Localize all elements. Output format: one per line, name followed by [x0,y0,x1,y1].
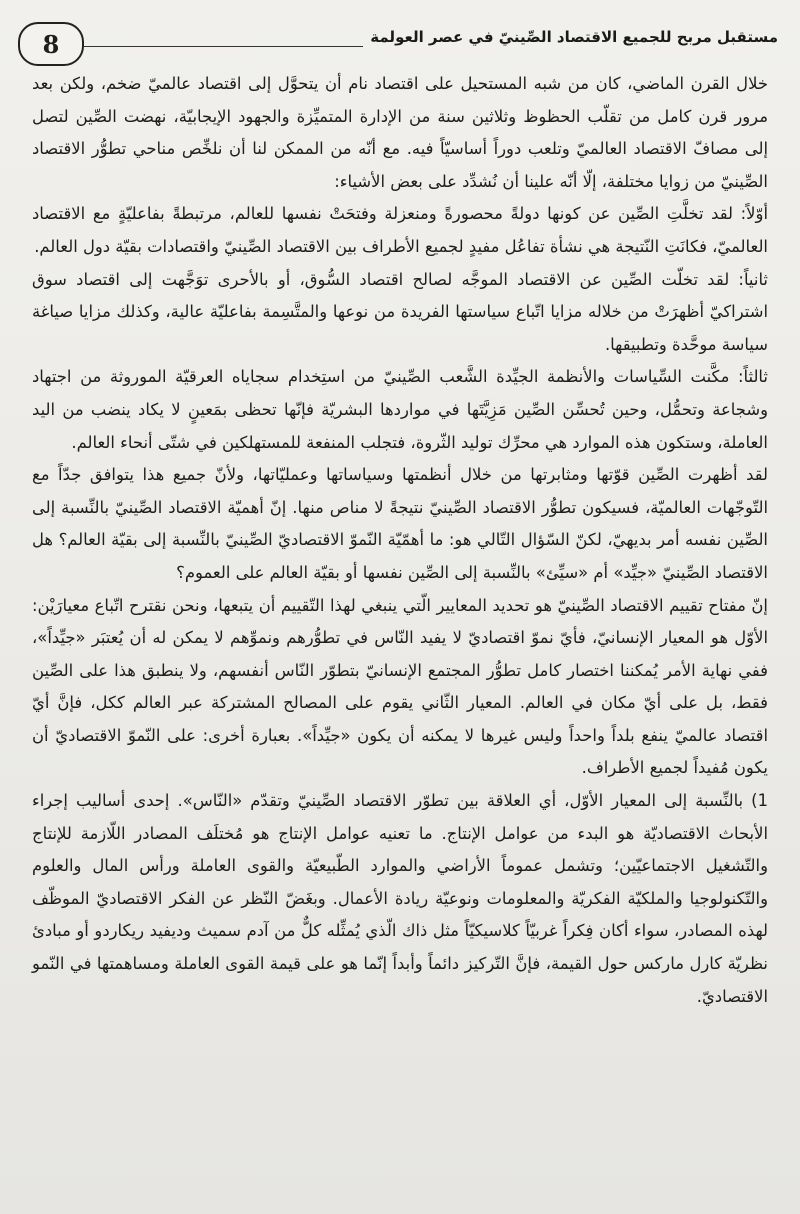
paragraph-second-point: ثانياً: لقد تخلّت الصِّين عن الاقتصاد الموجَّه لصالح اقتصاد السُّوق، أو بالأحرى توَجَّهت إلى اقتصاد سوق اشتراكيّ أظهرَتْ من خلاله مزايا اتّباع سياستها الفريدة من نوعها والمتَّسِمة بفاعليّة عالية، وكذلك مزايا صياغة سياسة موحَّدة وتطبيقها. [32,269,768,354]
page-header [18,22,778,68]
paragraph-first-point: أوّلاً: لقد تخلَّتِ الصِّين عن كونها دولةً محصورةً ومنعزلة وفتحَتْ نفسها للعالم، مرتبطةً بفاعليّةٍ مع الاقتصاد العالميّ، فكانَتِ النّتيجة هي نشأة تفاعُل مفيدٍ لجميع الأطراف بين الاقتصاد الصِّينيّ واقتصادات بقيّة دول العالم. [32,204,768,256]
paragraph-first-criterion: 1) بالنِّسبة إلى المعيار الأوّل، أي العلاقة بين تطوّر الاقتصاد الصِّينيّ وتقدّم «النّاس». إحدى أساليب إجراء الأبحاث الاقتصاديّة هو البدء من عوامل الإنتاج. ما تعنيه عوامل الإنتاج هو مُختلَف المصادر اللّازمة للإنتاج والتّشغيل الاجتماعيّين؛ وتشمل عموماً الأراضي والموارد الطّبيعيّة والقوى العاملة ورأس المال والعلوم والتّكنولوجيا والملكيّة الفكريّة والمعلومات ونوعيّة ريادة الأعمال. وبغَضّ النّظر عن الفكر الاقتصاديّ الموظّف لهذه المصادر، سواء أكان فِكراً غربيّاً كلاسيكيّاً مثل ذاك الّذي يُمثِّله كلٌّ من آدم سميث وديفيد ريكاردو أو مبادئ نظريّة كارل ماركس حول القيمة، فإنَّ التّركيز دائماً وأبداً إنّما هو على قيمة القوى العاملة ومساهمتها في النّمو الاقتصاديّ. [32,791,768,1006]
header-rule [84,46,363,47]
body-text [32,68,768,1013]
paragraph-question: لقد أظهرت الصِّين قوّتها ومثابرتها من خلال أنظمتها وسياساتها وعمليّاتها، ولأنّ جميع هذا يتوافق جدّاً مع التّوجّهات العالميّة، فسيكون تطوُّر الاقتصاد الصِّينيّ نتيجةً لا مناص منها. إنّ أهميّة الاقتصاد الصِّينيّ بالنِّسبة إلى الصِّين نفسه أمر بديهيّ، لكنّ السّؤال التّالي هو: ما أهمّيّة النّموّ الاقتصاديّ الصِّينيّ بالنِّسبة إلى بقيّة العالم؟ هل الاقتصاد الصِّينيّ «جيِّد» أم «سيِّئ» بالنِّسبة إلى الصِّين نفسها أو بقيّة العالم على العموم؟ [32,465,768,582]
paragraph-intro: خلال القرن الماضي، كان من شبه المستحيل على اقتصاد نام أن يتحوَّل إلى اقتصاد عالميّ ضخم، ولكن بعد مرور قرن كامل من تقلّب الحظوظ وثلاثين سنة من الإدارة المتميِّزة والجهود الإيجابيّة، نهضت الصِّين لتصل إلى مصافّ الاقتصاد العالميّ وتلعب دوراً أساسيّاً فيه. مع أنّه من الممكن لنا أن نلخِّص مناحي تطوُّر الاقتصاد الصِّينيّ من زوايا مختلفة، إلّا أنّه علينا أن نُشدِّد على بعض الأشياء: [32,74,768,191]
paragraph-criteria: إنّ مفتاح تقييم الاقتصاد الصِّينيّ هو تحديد المعايير الّتي ينبغي لهذا التّقييم أن يتبعها، ونحن نقترح اتّباع معيارَيْن: الأوّل هو المعيار الإنسانيّ، فأيّ نموّ اقتصاديّ لا يفيد النّاس في تطوُّرهم ونموِّهم لا يمكن له أن يُعتبَر «جيِّداً»، ففي نهاية الأمر يُمكننا اختصار كامل تطوُّر المجتمع الإنسانيّ بتطوّر النّاس أنفسهم، ولا ينطبق هذا على الصِّين فقط، بل على أيّ مكان في العالم. المعيار الثّاني يقوم على المصالح المشتركة عبر العالم ككل، فإنَّ أيّ اقتصاد عالميّ ينفع بلداً واحداً وليس غيرها لا يمكنه أن يكون «جيِّداً». بعبارة أخرى: على النّموّ الاقتصاديّ أن يكون مُفيداً لجميع الأطراف. [32,595,768,778]
running-title: مستقبل مربح للجميع الاقتصاد الصِّينيّ في عصر العولمة [370,28,778,46]
page-number: 8 [18,22,84,66]
paragraph-third-point: ثالثاً: مكَّنت السِّياسات والأنظمة الجيِّدة الشَّعب الصِّينيّ من استِخدام سجاياه العرقيّة الموروثة من اجتهاد وشجاعة وتحمُّل، وحين تُحسِّن الصِّين مَزِيَّتَها في مواردها البشريّة فإنّها تحظى بمَعينٍ لا يكاد ينضب من اليد العاملة، وستكون هذه الموارد هي محرِّك توليد الثّروة، فتجلب المنفعة للمستهلكين في شتّى أنحاء العالم. [32,367,768,452]
